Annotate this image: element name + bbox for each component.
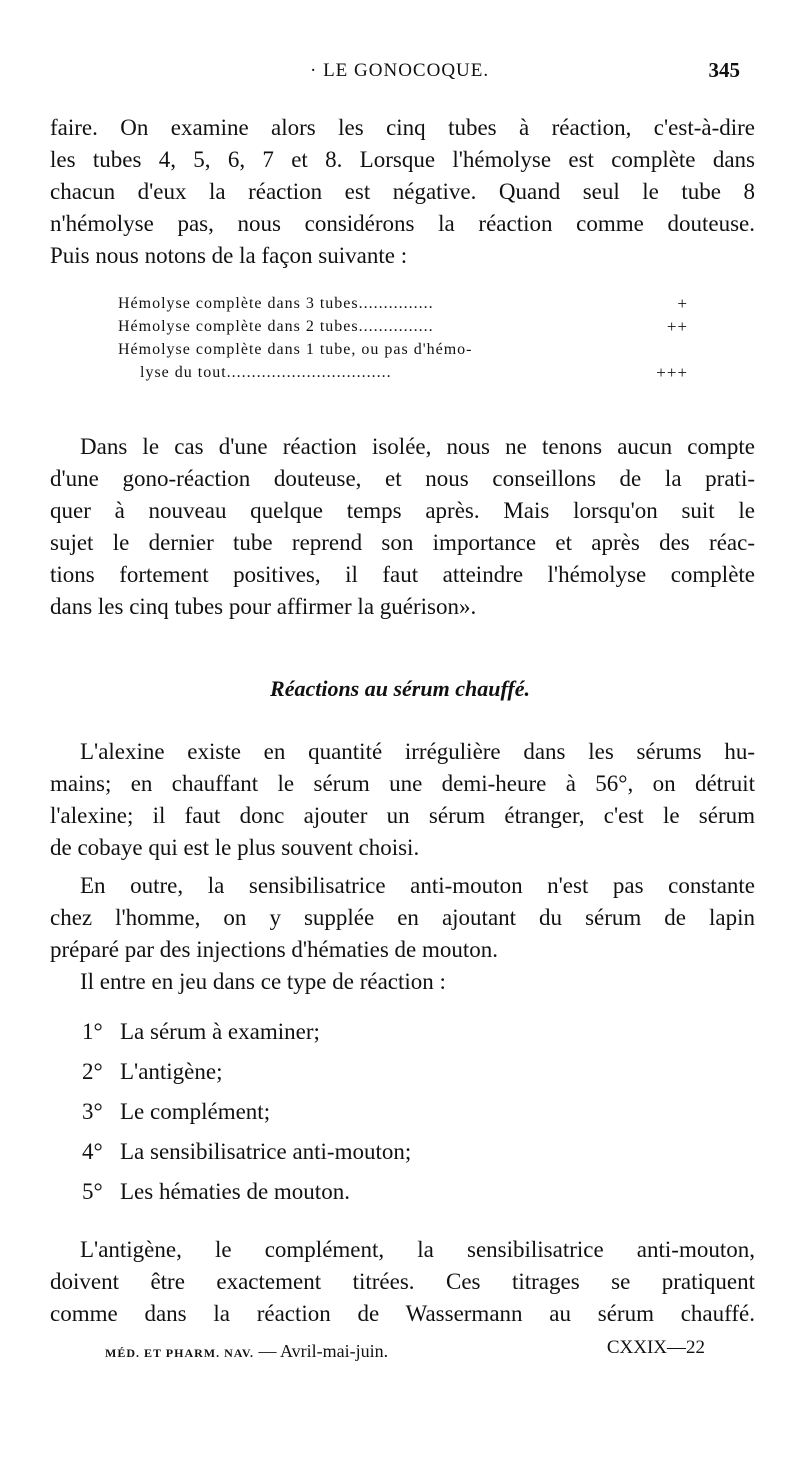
footer-journal [105,1341,388,1362]
list-item-text: Les hématies de mouton. [120,1179,350,1204]
text-line: préparé par des injections d'hématies de mouton. [50,937,499,962]
text-line: Puis nous notons de la façon suivante : [50,243,408,268]
text-line: faire. On examine alors les cinq tubes à réaction, c'est-à-dire [50,115,755,140]
text-line: chacun d'eux la réaction est négative. Quand seul le tube 8 [50,179,755,204]
list-item-text: Le complément; [120,1099,271,1124]
text-line: quer à nouveau quelque temps après. Mais lorsqu'on suit le [50,498,755,523]
text-line: L'antigène, le complément, la sensibilisatrice anti-mouton, [80,1237,755,1262]
list-item-number: 5° [82,1179,103,1204]
list-item [82,1092,411,1132]
list-item [82,1132,411,1172]
notation-mark: +++ [656,363,688,382]
text-line: En outre, la sensibilisatrice anti-mouton n'est pas constante [80,873,755,898]
list-item [82,1172,411,1212]
list-item-text: L'antigène; [120,1059,223,1084]
paragraph-1 [50,112,755,272]
text-line: Il entre en jeu dans ce type de réaction : [80,969,446,994]
issue-label: — Avril-mai-juin. [258,1341,389,1361]
running-title: · LE GONOCOQUE. [310,60,490,81]
text-line: n'hémolyse pas, nous considérons la réaction comme douteuse. [50,211,755,236]
component-list [82,1012,411,1212]
notation-row [118,361,688,384]
list-item-text: La sérum à examiner; [120,1019,320,1044]
text-line: mains; en chauffant le sérum une demi-heure à 56°, on détruit [50,771,755,796]
notation-label: Hémolyse complète dans 1 tube, ou pas d'hémo- [118,341,473,358]
section-title: Réactions au sérum chauffé. [270,676,530,701]
text-line: comme dans la réaction de Wassermann au sérum chauffé. [50,1301,755,1326]
text-line: chez l'homme, on y supplée en ajoutant du sérum de lapin [50,905,755,930]
journal-abbreviation: MÉD. ET PHARM. NAV. [105,1346,255,1360]
page-number: 345 [708,58,740,82]
text-line: d'une gono-réaction douteuse, et nous conseillons de la prati- [50,466,755,491]
notation-label: lyse du tout................................. [140,364,392,381]
text-line: dans les cinq tubes pour affirmer la guérison». [50,594,477,619]
running-head [50,60,750,90]
page-footer [105,1337,705,1367]
list-item-number: 2° [82,1059,103,1084]
text-line: tions fortement positives, il faut atteindre l'hémolyse complète [50,562,755,587]
text-line: l'alexine; il faut donc ajouter un sérum étranger, c'est le sérum [50,803,755,828]
hemolysis-notation-table [118,292,688,384]
list-item [82,1012,411,1052]
paragraph-5 [50,1234,755,1330]
text-line: L'alexine existe en quantité irrégulière dans les sérums hu- [80,739,755,764]
notation-mark: ++ [666,317,688,336]
paragraph-3 [50,736,755,864]
notation-row [118,292,688,315]
list-item-number: 4° [82,1139,103,1164]
notation-row [118,315,688,338]
signature-mark: CXXIX—22 [606,1337,705,1358]
list-item [82,1052,411,1092]
text-line: Dans le cas d'une réaction isolée, nous ne tenons aucun compte [80,434,755,459]
paragraph-2 [50,431,755,623]
text-line: de cobaye qui est le plus souvent choisi. [50,835,420,860]
list-item-number: 1° [82,1019,103,1044]
notation-mark: + [677,294,688,313]
paragraph-4 [50,870,755,998]
text-line: doivent être exactement titrées. Ces titrages se pratiquent [50,1269,755,1294]
notation-row [118,338,688,361]
text-line: les tubes 4, 5, 6, 7 et 8. Lorsque l'hémolyse est complète dans [50,147,755,172]
notation-label: Hémolyse complète dans 2 tubes............... [118,318,434,335]
list-item-number: 3° [82,1099,103,1124]
text-line: sujet le dernier tube reprend son importance et après des réac- [50,530,755,555]
list-item-text: La sensibilisatrice anti-mouton; [120,1139,412,1164]
notation-label: Hémolyse complète dans 3 tubes............... [118,295,434,312]
